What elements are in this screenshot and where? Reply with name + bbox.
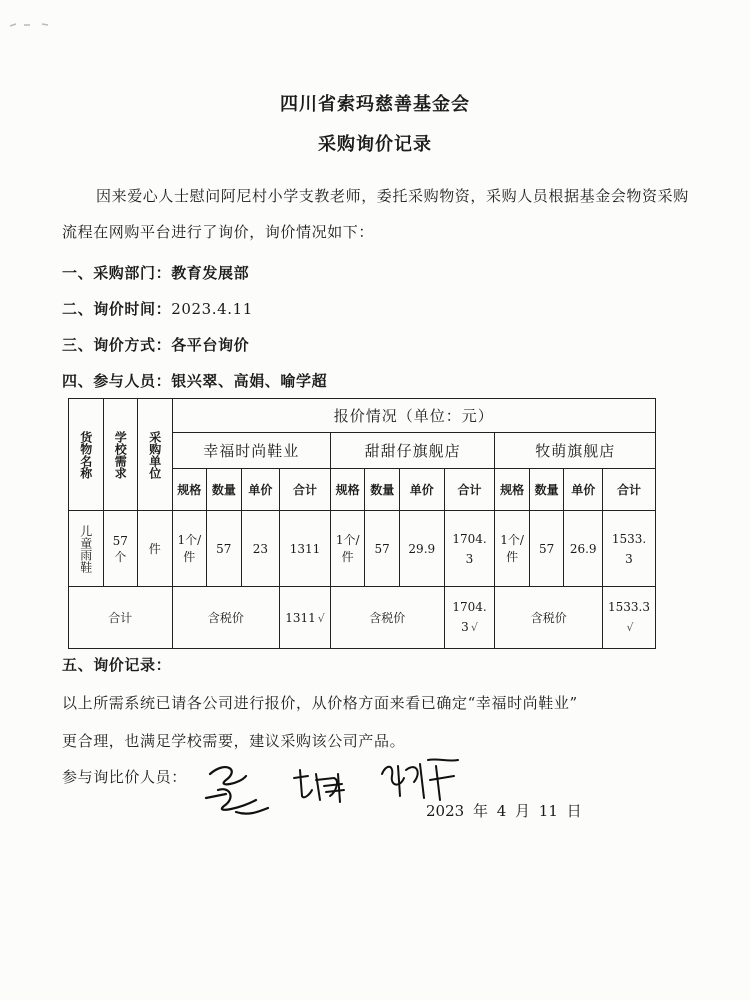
sub-price: 单价 — [564, 469, 603, 511]
participants-label: 参与询比价人员： — [62, 768, 187, 786]
sub-total: 合计 — [444, 469, 495, 511]
doc-subtitle: 采购询价记录 — [318, 134, 432, 155]
scan-mark — [8, 18, 68, 32]
sum-label: 合计 — [69, 587, 173, 649]
signature-3 — [376, 752, 466, 806]
item-time: 二、询价时间：2023.4.11 — [62, 300, 253, 318]
header-quote: 报价情况（单位：元） — [172, 399, 655, 433]
tax-label: 含税价 — [495, 587, 603, 649]
item-department: 一、采购部门：教育发展部 — [62, 264, 250, 282]
sum-value: 1311 √ — [280, 587, 331, 649]
store-name-2: 甜甜仔旗舰店 — [330, 433, 494, 469]
doc-title: 四川省索玛慈善基金会 — [280, 94, 470, 115]
sum-value: 1704.3 √ — [444, 587, 495, 649]
sub-price: 单价 — [399, 469, 444, 511]
cell-total: 1704.3 — [444, 511, 495, 587]
cell-need: 57个 — [103, 511, 138, 587]
sum-value: 1533.3√ — [603, 587, 656, 649]
sub-qty: 数量 — [529, 469, 564, 511]
tax-label: 含税价 — [172, 587, 280, 649]
store-name-3: 牧萌旗舰店 — [495, 433, 656, 469]
sub-price: 单价 — [241, 469, 280, 511]
check-mark-icon: √ — [626, 621, 634, 634]
check-mark-icon: √ — [317, 611, 325, 625]
cell-price: 23 — [241, 511, 280, 587]
cell-price: 26.9 — [564, 511, 603, 587]
intro-paragraph: 因来爱心人士慰问阿尼村小学支教老师，委托采购物资，采购人员根据基金会物资采购流程在网购平台进行了询价，询价情况如下： — [62, 187, 689, 241]
cell-price: 29.9 — [399, 511, 444, 587]
table-row — [69, 511, 656, 587]
header-unit: 采购单位 — [138, 399, 173, 511]
quote-table — [68, 398, 656, 649]
sub-total: 合计 — [603, 469, 656, 511]
sub-spec: 规格 — [172, 469, 207, 511]
sub-qty: 数量 — [365, 469, 400, 511]
section-record-heading: 五、询价记录： — [62, 656, 172, 674]
record-line-1: 以上所需系统已请各公司进行报价，从价格方面来看已确定“幸福时尚鞋业” — [62, 694, 578, 712]
cell-spec: 1个/件 — [330, 511, 365, 587]
cell-total: 1311 — [280, 511, 331, 587]
cell-spec: 1个/件 — [495, 511, 530, 587]
signature-2 — [286, 760, 356, 810]
sub-total: 合计 — [280, 469, 331, 511]
sub-qty: 数量 — [207, 469, 242, 511]
store-name-1: 幸福时尚鞋业 — [172, 433, 330, 469]
cell-qty: 57 — [529, 511, 564, 587]
cell-unit: 件 — [138, 511, 173, 587]
cell-total: 1533.3 — [603, 511, 656, 587]
header-need: 学校需求 — [103, 399, 138, 511]
cell-goods: 儿童雨鞋 — [69, 511, 104, 587]
sub-spec: 规格 — [495, 469, 530, 511]
sub-spec: 规格 — [330, 469, 365, 511]
record-line-2: 更合理，也满足学校需要，建议采购该公司产品。 — [62, 732, 406, 750]
sum-row — [69, 587, 656, 649]
document-date: 2023 年 4 月 11 日 — [426, 802, 582, 820]
item-participants: 四、参与人员：银兴翠、高娟、喻学超 — [62, 372, 328, 390]
item-method: 三、询价方式：各平台询价 — [62, 336, 250, 354]
header-goods: 货物名称 — [69, 399, 104, 511]
signature-1 — [196, 754, 276, 826]
cell-qty: 57 — [207, 511, 242, 587]
cell-spec: 1个/件 — [172, 511, 207, 587]
check-mark-icon: √ — [470, 621, 478, 634]
tax-label: 含税价 — [330, 587, 444, 649]
cell-qty: 57 — [365, 511, 400, 587]
